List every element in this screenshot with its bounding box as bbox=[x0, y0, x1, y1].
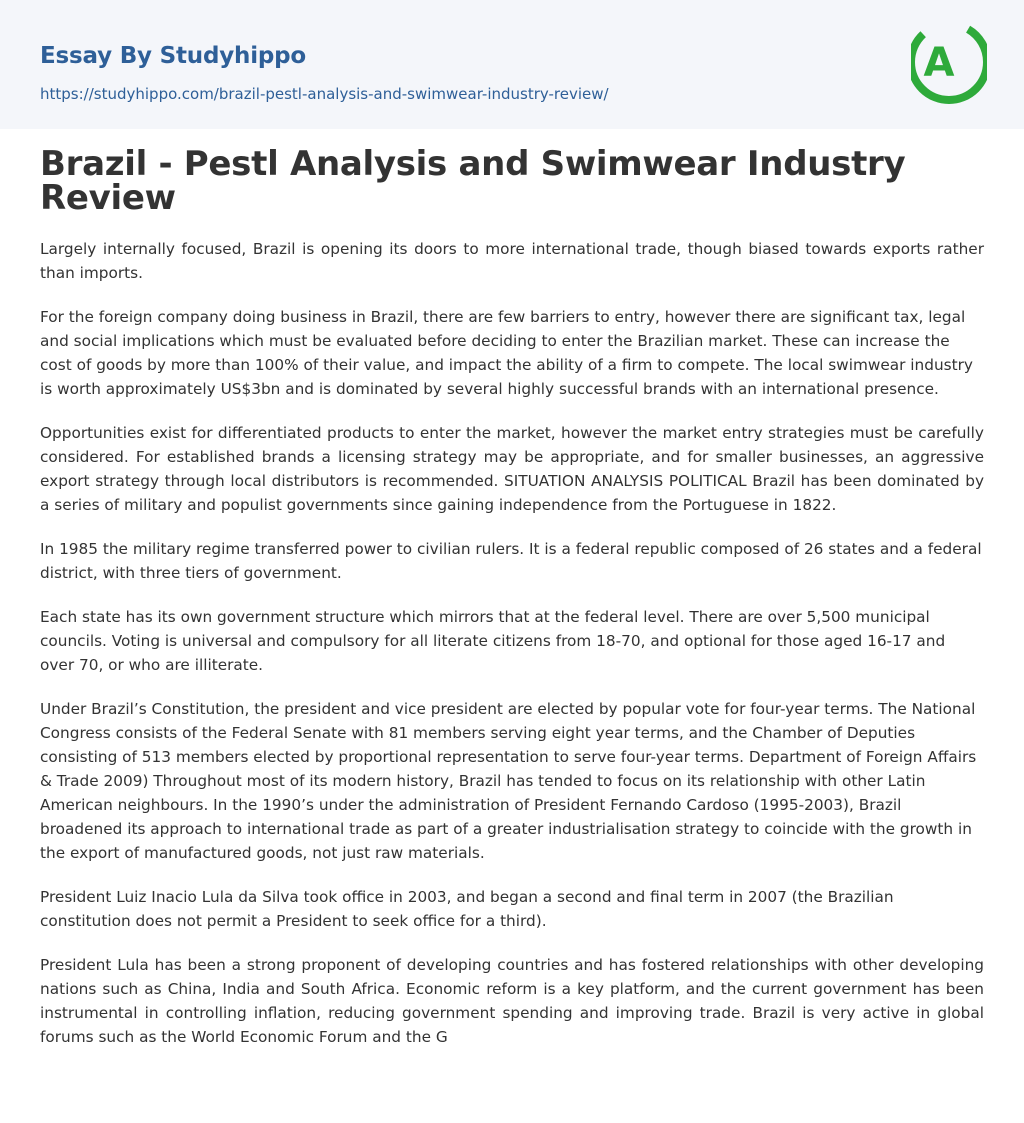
site-header bbox=[0, 0, 1024, 129]
studyhippo-logo[interactable] bbox=[911, 18, 987, 106]
source-url-link[interactable]: https://studyhippo.com/brazil-pestl-analysis-and-swimwear-industry-review/ bbox=[40, 85, 609, 103]
article-paragraph: For the foreign company doing business in Brazil, there are few barriers to entry, however there are significant tax, legal and social implications which must be evaluated before deciding to enter the Brazilian market. These can increase the cost of goods by more than 100% of their value, and impact the ability of a firm to compete. The local swimwear industry is worth approximately US$3bn and is dominated by several highly successful brands with an international presence. bbox=[40, 308, 973, 398]
article-paragraph: President Lula has been a strong proponent of developing countries and has fostered relationships with other developing nations such as China, India and South Africa. Economic reform is a key platform, and the current government has been instrumental in controlling inflation, reducing government spending and improving trade. Brazil is very active in global forums such as the World Economic Forum and the G bbox=[40, 956, 984, 1046]
article-paragraph: In 1985 the military regime transferred power to civilian rulers. It is a federal republic composed of 26 states and a federal district, with three tiers of government. bbox=[40, 540, 982, 582]
article-paragraph: Largely internally focused, Brazil is opening its doors to more international trade, though biased towards exports rather than imports. bbox=[40, 240, 984, 282]
article-paragraph: Opportunities exist for differentiated products to enter the market, however the market entry strategies must be carefully considered. For established brands a licensing strategy may be appropriate, and for smaller businesses, an aggressive export strategy through local distributors is recommended. SITUATION ANALYSIS POLITICAL Brazil has been dominated by a series of military and populist governments since gaining independence from the Portuguese in 1822. bbox=[40, 424, 984, 514]
article-title: Brazil - Pestl Analysis and Swimwear Industry Review bbox=[40, 144, 906, 218]
article-paragraph: President Luiz Inacio Lula da Silva took office in 2003, and began a second and final term in 2007 (the Brazilian constitution does not permit a President to seek office for a third). bbox=[40, 888, 894, 930]
brand-title: Essay By Studyhippo bbox=[40, 43, 307, 69]
article-paragraph: Under Brazil’s Constitution, the president and vice president are elected by popular vote for four-year terms. The National Congress consists of the Federal Senate with 81 members serving eight year terms, and the Chamber of Deputies consisting of 513 members elected by proportional representation to serve four-year terms. Department of Foreign Affairs & Trade 2009) Throughout most of its modern history, Brazil has tended to focus on its relationship with other Latin American neighbours. In the 1990’s under the administration of President Fernando Cardoso (1995-2003), Brazil broadened its approach to international trade as part of a greater industrialisation strategy to coincide with the growth in the export of manufactured goods, not just raw materials. bbox=[40, 700, 977, 862]
article-content bbox=[0, 144, 1024, 1049]
logo-letter: A bbox=[923, 40, 955, 86]
logo-a-icon bbox=[911, 18, 987, 106]
article-paragraph: Each state has its own government structure which mirrors that at the federal level. There are over 5,500 municipal councils. Voting is universal and compulsory for all literate citizens from 18-70, and optional for those aged 16-17 and over 70, or who are illiterate. bbox=[40, 608, 946, 674]
